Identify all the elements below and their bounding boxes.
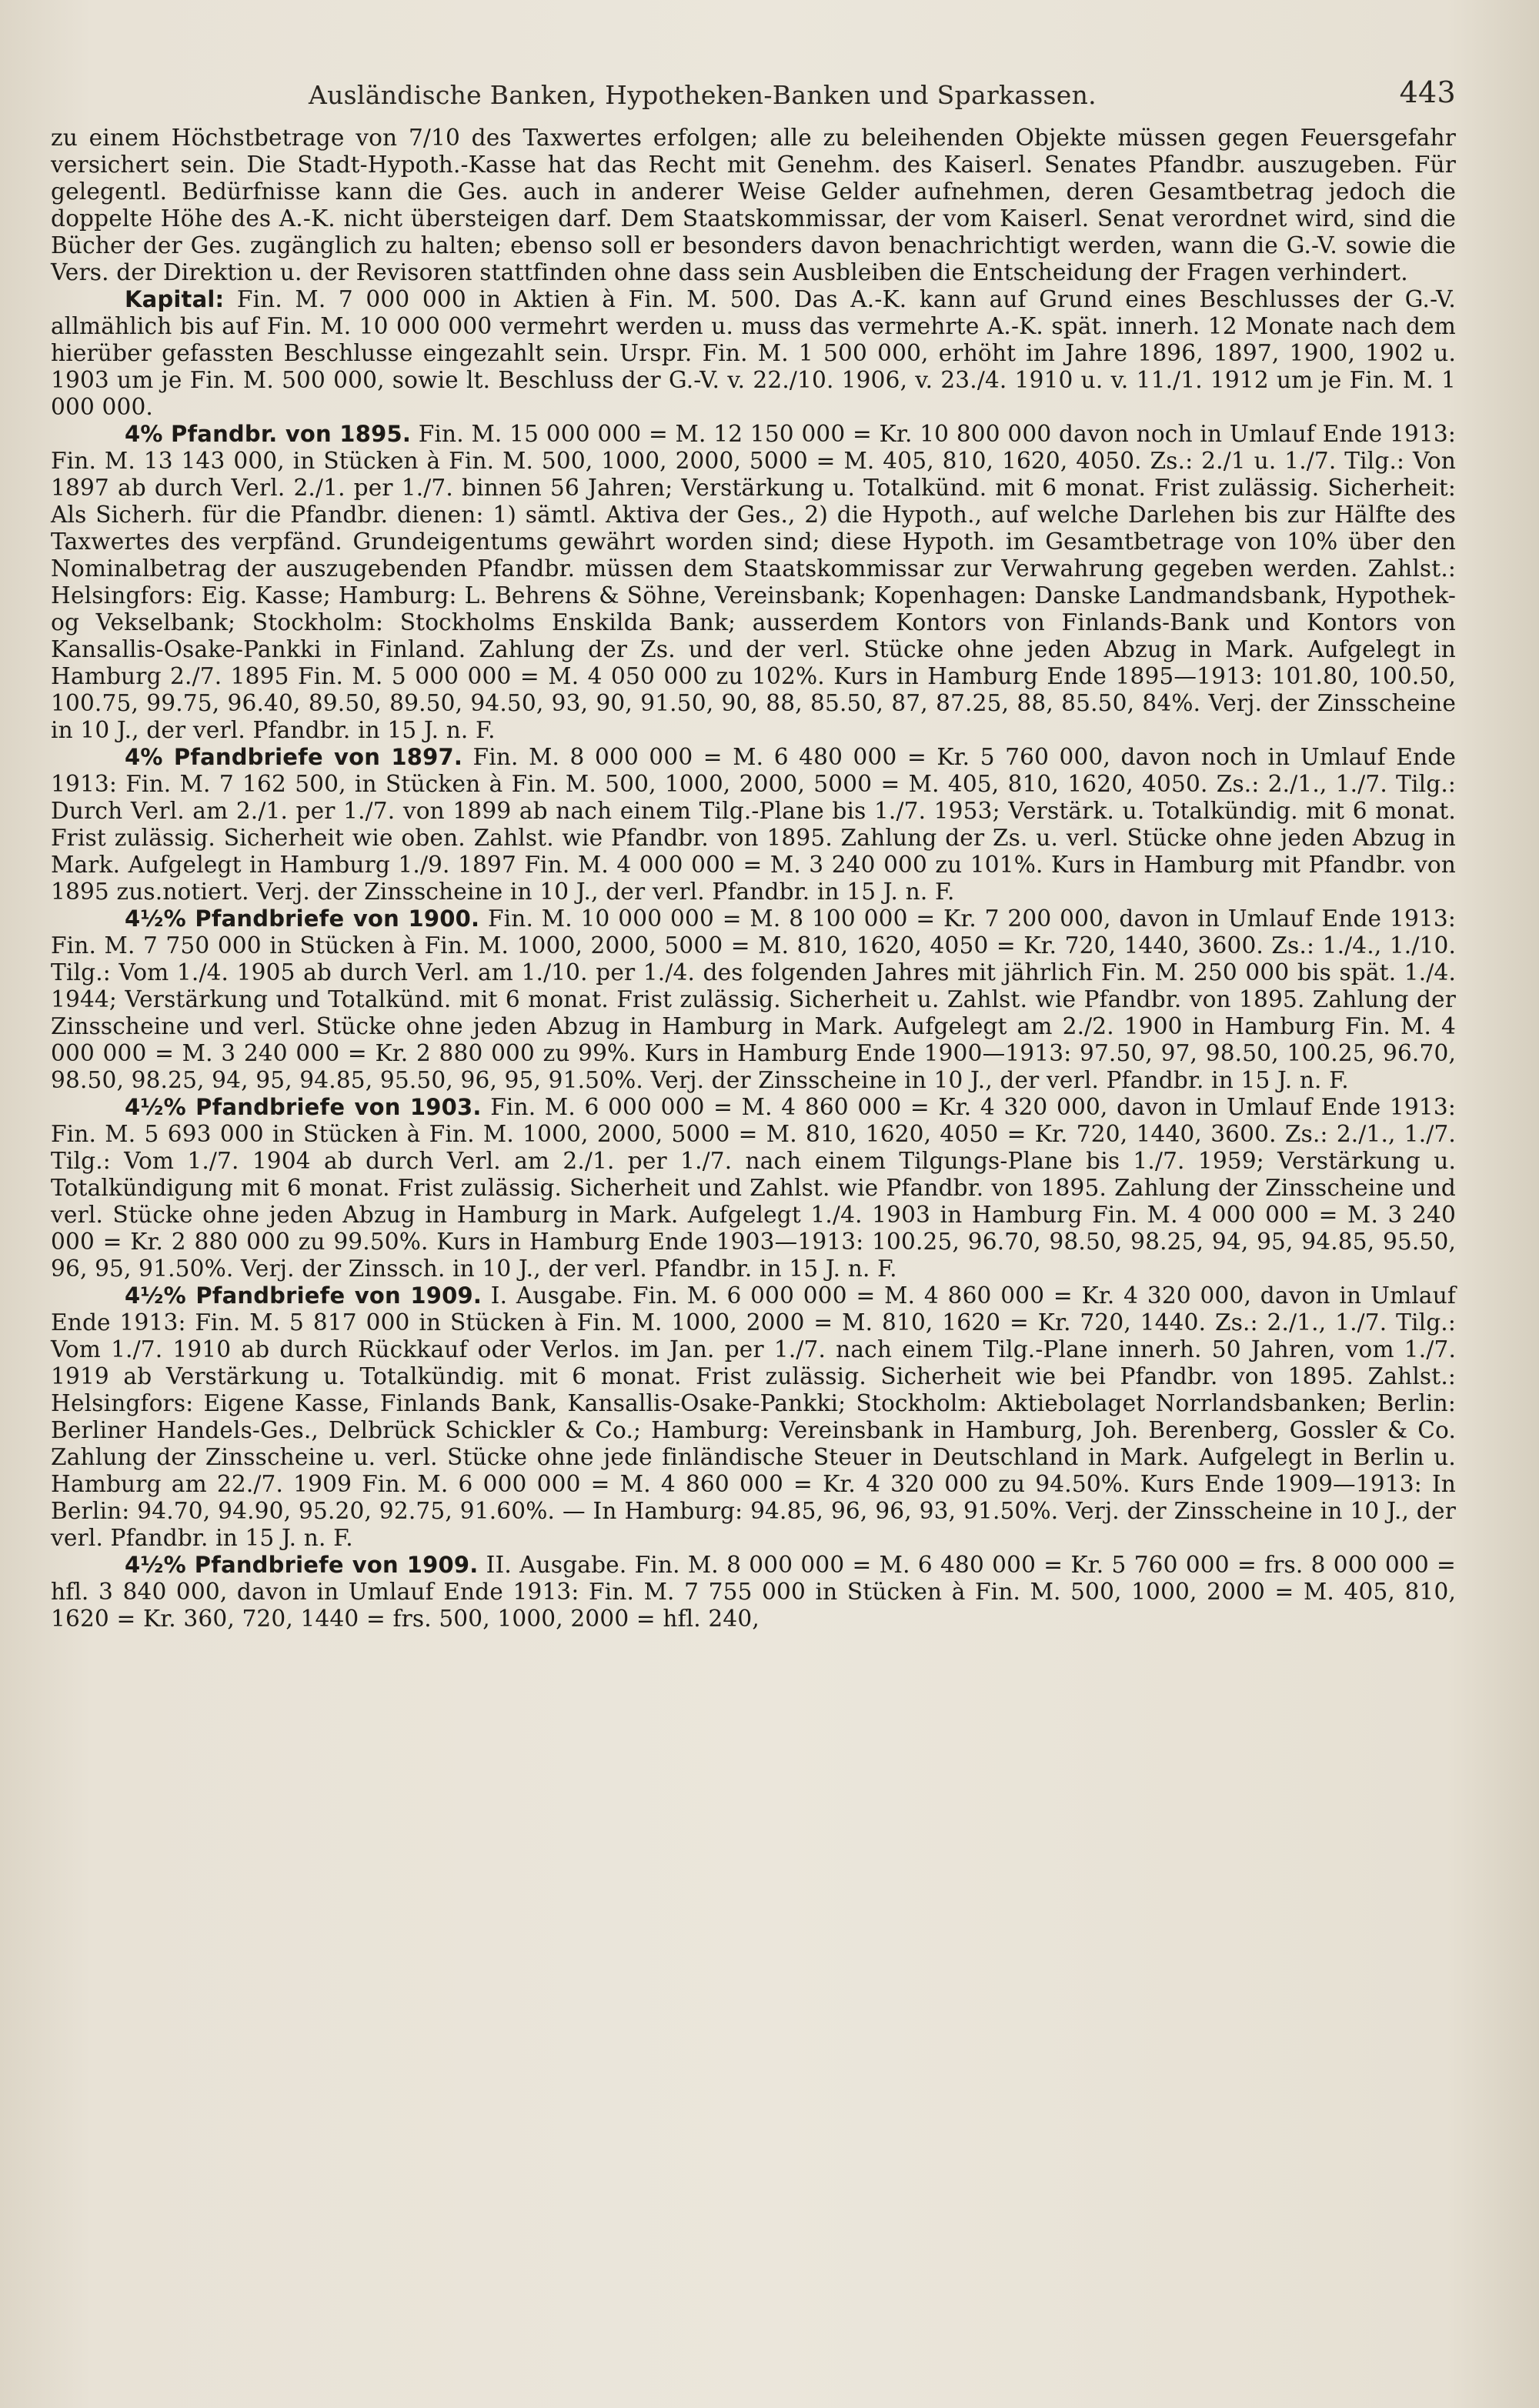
paragraph-pfandbr-1895 bbox=[51, 421, 1456, 744]
body-text bbox=[51, 125, 1456, 1633]
paragraph-pfandbr-1900 bbox=[51, 906, 1456, 1094]
paragraph-intro bbox=[51, 125, 1456, 286]
section-heading: Kapital: bbox=[125, 286, 225, 312]
running-title: Ausländische Banken, Hypotheken-Banken und Sparkassen. bbox=[309, 80, 1097, 110]
section-heading: 4½% Pfandbriefe von 1909. bbox=[125, 1282, 482, 1309]
paragraph-text: zu einem Höchstbetrage von 7/10 des Taxwertes erfolgen; alle zu beleihenden Objekte müssen gegen Feuersgefahr versichert sein. Die Stadt-Hypoth.-Kasse hat das Recht mit Genehm. des Kaiserl. Senates Pfandbr. auszugeben. Für gelegentl. Bedürfnisse kann die Ges. auch in anderer Weise Gelder aufnehmen, deren Gesamtbetrag jedoch die doppelte Höhe des A.-K. nicht übersteigen darf. Dem Staatskommissar, der vom Kaiserl. Senat verordnet wird, sind die Bücher der Ges. zugänglich zu halten; ebenso soll er besonders davon benachrichtigt werden, wann die G.-V. sowie die Vers. der Direktion u. der Revisoren stattfinden ohne dass sein Ausbleiben die Entscheidung der Fragen verhindert. bbox=[51, 125, 1456, 285]
section-heading: 4½% Pfandbriefe von 1900. bbox=[125, 906, 480, 932]
paragraph-pfandbr-1909-i bbox=[51, 1282, 1456, 1552]
section-heading: 4½% Pfandbriefe von 1909. bbox=[125, 1552, 479, 1578]
paragraph-pfandbr-1909-ii bbox=[51, 1552, 1456, 1633]
paragraph-pfandbr-1897 bbox=[51, 744, 1456, 906]
paragraph-text: Fin. M. 6 000 000 = M. 4 860 000 = Kr. 4 320 000, davon in Umlauf Ende 1913: Fin. M. 5 693 000 in Stücken à Fin. M. 1000, 2000, 5000 = M. 810, 1620, 4050 = Kr. 720, 1440, 3600. Zs.: 2./1., 1./7. Tilg.: Vom 1./7. 1904 ab durch Verl. am 2./1. per 1./7. nach einem Tilgungs-Plane bis 1./7. 1959; Verstärkung u. Totalkündigung mit 6 monat. Frist zulässig. Sicherheit und Zahlst. wie Pfandbr. von 1895. Zahlung der Zinsscheine und verl. Stücke ohne jeden Abzug in Hamburg in Mark. Aufgelegt 1./4. 1903 in Hamburg Fin. M. 4 000 000 = M. 3 240 000 = Kr. 2 880 000 zu 99.50%. Kurs in Hamburg Ende 1903—1913: 100.25, 96.70, 98.50, 98.25, 94, 95, 94.85, 95.50, 96, 95, 91.50%. Verj. der Zinssch. in 10 J., der verl. Pfandbr. in 15 J. n. F. bbox=[51, 1094, 1456, 1282]
paragraph-text: I. Ausgabe. Fin. M. 6 000 000 = M. 4 860 000 = Kr. 4 320 000, davon in Umlauf Ende 1913: Fin. M. 5 817 000 in Stücken à Fin. M. 1000, 2000 = M. 810, 1620 = Kr. 720, 1440. Zs.: 2./1., 1./7. Tilg.: Vom 1./7. 1910 ab durch Rückkauf oder Verlos. im Jan. per 1./7. nach einem Tilg.-Plane innerh. 50 Jahren, vom 1./7. 1919 ab Verstärkung u. Totalkündig. mit 6 monat. Frist zulässig. Sicherheit wie bei Pfandbr. von 1895. Zahlst.: Helsingfors: Eigene Kasse, Finlands Bank, Kansallis-Osake-Pankki; Stockholm: Aktiebolaget Norrlandsbanken; Berlin: Berliner Handels-Ges., Delbrück Schickler & Co.; Hamburg: Vereinsbank in Hamburg, Joh. Berenberg, Gossler & Co. Zahlung der Zinsscheine u. verl. Stücke ohne jede finländische Steuer in Deutschland in Mark. Aufgelegt in Berlin u. Hamburg am 22./7. 1909 Fin. M. 6 000 000 = M. 4 860 000 = Kr. 4 320 000 zu 94.50%. Kurs Ende 1909—1913: In Berlin: 94.70, 94.90, 95.20, 92.75, 91.60%. — In Hamburg: 94.85, 96, 96, 93, 91.50%. Verj. der Zinsscheine in 10 J., der verl. Pfandbr. in 15 J. n. F. bbox=[51, 1282, 1457, 1551]
paragraph-text: Fin. M. 8 000 000 = M. 6 480 000 = Kr. 5 760 000, davon noch in Umlauf Ende 1913: Fin. M. 7 162 500, in Stücken à Fin. M. 500, 1000, 2000, 5000 = M. 405, 810, 1620, 4050. Zs.: 2./1., 1./7. Tilg.: Durch Verl. am 2./1. per 1./7. von 1899 ab nach einem Tilg.-Plane bis 1./7. 1953; Verstärk. u. Totalkündig. mit 6 monat. Frist zulässig. Sicherheit wie oben. Zahlst. wie Pfandbr. von 1895. Zahlung der Zs. u. verl. Stücke ohne jeden Abzug in Mark. Aufgelegt in Hamburg 1./9. 1897 Fin. M. 4 000 000 = M. 3 240 000 zu 101%. Kurs in Hamburg mit Pfandbr. von 1895 zus.notiert. Verj. der Zinsscheine in 10 J., der verl. Pfandbr. in 15 J. n. F. bbox=[51, 744, 1456, 905]
paragraph-text: II. Ausgabe. Fin. M. 8 000 000 = M. 6 480 000 = Kr. 5 760 000 = frs. 8 000 000 = hfl. 3 840 000, davon in Umlauf Ende 1913: Fin. M. 7 755 000 in Stücken à Fin. M. 500, 1000, 2000 = M. 405, 810, 1620 = Kr. 360, 720, 1440 = frs. 500, 1000, 2000 = hfl. 240, bbox=[51, 1552, 1456, 1632]
running-header bbox=[51, 66, 1456, 114]
paragraph-pfandbr-1903 bbox=[51, 1094, 1456, 1282]
paragraph-text: Fin. M. 7 000 000 in Aktien à Fin. M. 500. Das A.-K. kann auf Grund eines Beschlusses der G.-V. allmählich bis auf Fin. M. 10 000 000 vermehrt werden u. muss das vermehrte A.-K. spät. innerh. 12 Monate nach dem hierüber gefassten Beschlusse eingezahlt sein. Urspr. Fin. M. 1 500 000, erhöht im Jahre 1896, 1897, 1900, 1902 u. 1903 um je Fin. M. 500 000, sowie lt. Beschluss der G.-V. v. 22./10. 1906, v. 23./4. 1910 u. v. 11./1. 1912 um je Fin. M. 1 000 000. bbox=[51, 286, 1456, 420]
section-heading: 4% Pfandbr. von 1895. bbox=[125, 421, 412, 447]
section-heading: 4% Pfandbriefe von 1897. bbox=[125, 744, 463, 770]
page-number: 443 bbox=[1399, 75, 1456, 109]
paragraph-text: Fin. M. 10 000 000 = M. 8 100 000 = Kr. 7 200 000, davon in Umlauf Ende 1913: Fin. M. 7 750 000 in Stücken à Fin. M. 1000, 2000, 5000 = M. 810, 1620, 4050 = Kr. 720, 1440, 3600. Zs.: 1./4., 1./10. Tilg.: Vom 1./4. 1905 ab durch Verl. am 1./10. per 1./4. des folgenden Jahres mit jährlich Fin. M. 250 000 bis spät. 1./4. 1944; Verstärkung und Totalkünd. mit 6 monat. Frist zulässig. Sicherheit u. Zahlst. wie Pfandbr. von 1895. Zahlung der Zinsscheine und verl. Stücke ohne jeden Abzug in Hamburg in Mark. Aufgelegt am 2./2. 1900 in Hamburg Fin. M. 4 000 000 = M. 3 240 000 = Kr. 2 880 000 zu 99%. Kurs in Hamburg Ende 1900—1913: 97.50, 97, 98.50, 100.25, 96.70, 98.50, 98.25, 94, 95, 94.85, 95.50, 96, 95, 91.50%. Verj. der Zinsscheine in 10 J., der verl. Pfandbr. in 15 J. n. F. bbox=[51, 906, 1457, 1093]
section-heading: 4½% Pfandbriefe von 1903. bbox=[125, 1094, 482, 1120]
paragraph-text: Fin. M. 15 000 000 = M. 12 150 000 = Kr. 10 800 000 davon noch in Umlauf Ende 1913: Fin. M. 13 143 000, in Stücken à Fin. M. 500, 1000, 2000, 5000 = M. 405, 810, 1620, 4050. Zs.: 2./1 u. 1./7. Tilg.: Von 1897 ab durch Verl. 2./1. per 1./7. binnen 56 Jahren; Verstärkung u. Totalkünd. mit 6 monat. Frist zulässig. Sicherheit: Als Sicherh. für die Pfandbr. dienen: 1) sämtl. Aktiva der Ges., 2) die Hypoth., auf welche Darlehen bis zur Hälfte des Taxwertes des verpfänd. Grundeigentums gewährt worden sind; diese Hypoth. im Gesamtbetrage von 10% über den Nominalbetrag der auszugebenden Pfandbr. müssen dem Staatskommissar zur Verwahrung gegeben werden. Zahlst.: Helsingfors: Eig. Kasse; Hamburg: L. Behrens & Söhne, Vereinsbank; Kopenhagen: Danske Landmandsbank, Hypothek- og Vekselbank; Stockholm: Stockholms Enskilda Bank; ausserdem Kontors von Finlands-Bank und Kontors von Kansallis-Osake-Pankki in Finland. Zahlung der Zs. und der verl. Stücke ohne jeden Abzug in Mark. Aufgelegt in Hamburg 2./7. 1895 Fin. M. 5 000 000 = M. 4 050 000 zu 102%. Kurs in Hamburg Ende 1895—1913: 101.80, 100.50, 100.75, 99.75, 96.40, 89.50, 89.50, 94.50, 93, 90, 91.50, 90, 88, 85.50, 87, 87.25, 88, 85.50, 84%. Verj. der Zinsscheine in 10 J., der verl. Pfandbr. in 15 J. n. F. bbox=[51, 421, 1456, 743]
paragraph-kapital bbox=[51, 286, 1456, 421]
